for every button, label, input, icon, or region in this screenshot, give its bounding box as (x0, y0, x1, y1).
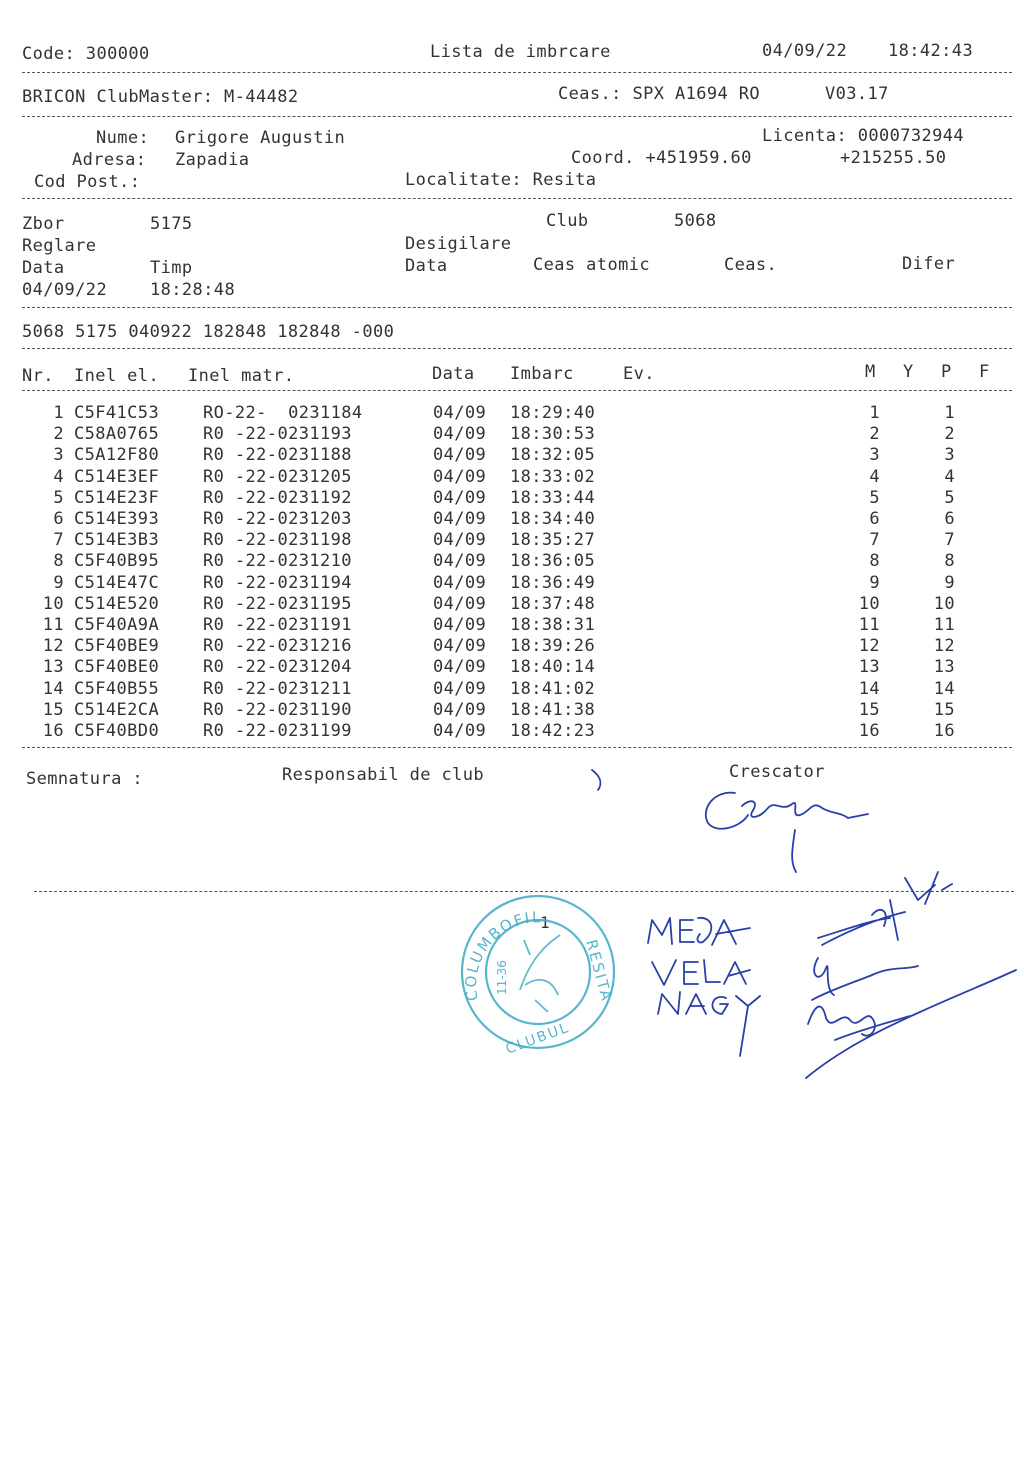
registration-ring: R0 -22-0231205 (203, 466, 352, 487)
timp-label: Timp (150, 258, 193, 278)
page-number: 1 (540, 913, 551, 932)
header-date: 04/09/22 (762, 41, 848, 61)
boarding-date: 04/09 (433, 466, 487, 487)
atomic-clock-label: Ceas atomic (533, 255, 650, 275)
col-m-value: 13 (858, 657, 880, 678)
registration-ring: R0 -22-0231204 (203, 657, 352, 678)
stamp-year: 11-36 (495, 960, 509, 995)
col-p-value: 14 (933, 678, 955, 699)
boarding-time: 18:35:27 (510, 530, 596, 551)
col-header-inel-matr: Inel matr. (188, 366, 295, 386)
col-p-value: 7 (944, 530, 955, 551)
col-header-inel-el: Inel el. (74, 366, 160, 386)
owner-name: Grigore Augustin (175, 128, 346, 148)
registration-ring: R0 -22-0231194 (203, 572, 352, 593)
col-header-m: M (865, 362, 876, 382)
boarding-date: 04/09 (433, 572, 487, 593)
boarding-date: 04/09 (433, 509, 487, 529)
electronic-ring: C514E23F (74, 487, 160, 508)
boarding-time: 18:33:02 (510, 466, 596, 487)
electronic-ring: C58A0765 (74, 424, 160, 445)
coordinate-lat: Coord. +451959.60 (571, 148, 752, 168)
col-m-value: 12 (858, 636, 880, 657)
registration-ring: R0 -22-0231193 (203, 424, 352, 445)
boarding-time: 18:29:40 (510, 403, 596, 423)
registration-ring: R0 -22-0231190 (203, 699, 352, 720)
registration-ring: R0 -22-0231203 (203, 509, 352, 529)
electronic-ring: C514E47C (74, 572, 160, 593)
boarding-date: 04/09 (433, 636, 487, 657)
col-p-value: 5 (944, 487, 955, 508)
row-number: 6 (53, 509, 64, 529)
col-m-value: 10 (858, 593, 880, 614)
reglare-time: 18:28:48 (150, 280, 236, 300)
electronic-ring: C5A12F80 (74, 445, 160, 466)
boarding-date: 04/09 (433, 487, 487, 508)
col-p-value: 12 (933, 636, 955, 657)
col-m-value: 14 (858, 678, 880, 699)
col-m-value: 9 (869, 572, 880, 593)
row-number: 9 (53, 572, 64, 593)
electronic-ring: C5F40BE9 (74, 636, 160, 657)
col-header-f: F (979, 362, 990, 382)
electronic-ring: C5F40BE0 (74, 657, 160, 678)
col-m-value: 11 (858, 615, 880, 635)
col-m-value: 15 (858, 699, 880, 720)
boarding-date: 04/09 (433, 445, 487, 466)
registration-ring: R0 -22-0231216 (203, 636, 352, 657)
boarding-time: 18:34:40 (510, 509, 596, 529)
difference-label: Difer (902, 254, 956, 274)
code: Code: 300000 (22, 44, 150, 64)
col-p-value: 10 (933, 593, 955, 614)
row-number: 7 (53, 530, 64, 551)
header-time: 18:42:43 (888, 41, 974, 61)
col-m-value: 5 (869, 487, 880, 508)
col-m-value: 16 (858, 721, 880, 741)
flight-summary-line: 5068 5175 040922 182848 182848 -000 (22, 322, 395, 342)
breeder-signature-ink (706, 793, 868, 872)
col-p-value: 13 (933, 657, 955, 678)
owner-address: Zapadia (175, 150, 250, 170)
boarding-time: 18:36:49 (510, 572, 596, 593)
electronic-ring: C5F40B95 (74, 551, 160, 572)
col-p-value: 15 (933, 699, 955, 720)
col-header-nr: Nr. (22, 366, 54, 386)
club-number: 5068 (674, 211, 717, 231)
boarding-date: 04/09 (433, 678, 487, 699)
row-number: 15 (42, 699, 64, 720)
boarding-time: 18:32:05 (510, 445, 596, 466)
zbor-label: Zbor (22, 214, 65, 234)
row-number: 14 (42, 678, 64, 699)
boarding-date: 04/09 (433, 551, 487, 572)
boarding-date: 04/09 (433, 657, 487, 678)
col-m-value: 1 (869, 403, 880, 423)
row-number: 4 (53, 466, 64, 487)
data-label: Data (22, 258, 65, 278)
col-header-imbarc: Imbarc (510, 364, 574, 384)
col-p-value: 2 (944, 424, 955, 445)
boarding-time: 18:39:26 (510, 636, 596, 657)
boarding-date: 04/09 (433, 699, 487, 720)
col-p-value: 4 (944, 466, 955, 487)
electronic-ring: C5F41C53 (74, 403, 160, 423)
row-number: 11 (42, 615, 64, 635)
boarding-time: 18:41:38 (510, 699, 596, 720)
col-header-p: P (941, 362, 952, 382)
row-number: 3 (53, 445, 64, 466)
boarding-date: 04/09 (433, 593, 487, 614)
col-m-value: 4 (869, 466, 880, 487)
reglare-date: 04/09/22 (22, 280, 108, 300)
col-header-ev: Ev. (623, 364, 655, 384)
boarding-date: 04/09 (433, 424, 487, 445)
electronic-ring: C514E3EF (74, 466, 160, 487)
firmware-version: V03.17 (825, 84, 889, 104)
col-m-value: 8 (869, 551, 880, 572)
col-p-value: 6 (944, 509, 955, 529)
electronic-ring: C514E520 (74, 593, 160, 614)
registration-ring: R0 -22-0231198 (203, 530, 352, 551)
registration-ring: R0 -22-0231191 (203, 615, 352, 635)
boarding-date: 04/09 (433, 615, 487, 635)
desigilare-label: Desigilare (405, 234, 512, 254)
registration-ring: R0 -22-0231195 (203, 593, 352, 614)
row-number: 13 (42, 657, 64, 678)
clubmaster-id: BRICON ClubMaster: M-44482 (22, 87, 299, 107)
stamp-text-bottom: CLUBUL (503, 1019, 572, 1058)
boarding-time: 18:42:23 (510, 721, 596, 741)
row-number: 10 (42, 593, 64, 614)
data2-label: Data (405, 256, 448, 276)
boarding-date: 04/09 (433, 403, 487, 423)
col-header-data: Data (432, 364, 475, 384)
electronic-ring: C514E393 (74, 509, 160, 529)
col-p-value: 16 (933, 721, 955, 741)
boarding-time: 18:30:53 (510, 424, 596, 445)
licence: Licenta: 0000732944 (762, 126, 965, 146)
col-header-y: Y (903, 362, 914, 382)
electronic-ring: C514E3B3 (74, 530, 160, 551)
row-number: 5 (53, 487, 64, 508)
row-number: 1 (53, 403, 64, 423)
adresa-label: Adresa: (72, 150, 147, 170)
postal-code-label: Cod Post.: (34, 172, 141, 192)
stamp-text-right: RESITA (582, 937, 617, 1005)
col-m-value: 6 (869, 509, 880, 529)
breeder-label: Crescator (729, 762, 825, 782)
boarding-time: 18:33:44 (510, 487, 596, 508)
boarding-time: 18:40:14 (510, 657, 596, 678)
row-number: 12 (42, 636, 64, 657)
col-p-value: 8 (944, 551, 955, 572)
col-m-value: 7 (869, 530, 880, 551)
row-number: 2 (53, 424, 64, 445)
boarding-time: 18:41:02 (510, 678, 596, 699)
col-p-value: 11 (933, 615, 955, 635)
boarding-time: 18:38:31 (510, 615, 596, 635)
coordinate-lon: +215255.50 (840, 148, 947, 168)
signature-label: Semnatura : (26, 769, 143, 789)
row-number: 16 (42, 721, 64, 741)
row-number: 8 (53, 551, 64, 572)
clock-label: Ceas. (724, 255, 778, 275)
col-m-value: 2 (869, 424, 880, 445)
registration-ring: R0 -22-0231192 (203, 487, 352, 508)
col-m-value: 3 (869, 445, 880, 466)
club-label: Club (546, 211, 589, 231)
electronic-ring: C514E2CA (74, 699, 160, 720)
stamp-text-top: COLUMBOFIL (461, 908, 543, 1003)
col-p-value: 9 (944, 572, 955, 593)
boarding-date: 04/09 (433, 530, 487, 551)
registration-ring: R0 -22-0231199 (203, 721, 352, 741)
boarding-time: 18:36:05 (510, 551, 596, 572)
reglare-label: Reglare (22, 236, 97, 256)
flight-number: 5175 (150, 214, 193, 234)
registration-ring: RO-22- 0231184 (203, 403, 363, 423)
boarding-time: 18:37:48 (510, 593, 596, 614)
clock-id: Ceas.: SPX A1694 RO (558, 84, 761, 104)
col-p-value: 1 (944, 403, 955, 423)
electronic-ring: C5F40A9A (74, 615, 160, 635)
registration-ring: R0 -22-0231188 (203, 445, 352, 466)
boarding-date: 04/09 (433, 721, 487, 741)
locality: Localitate: Resita (405, 170, 597, 190)
registration-ring: R0 -22-0231211 (203, 678, 352, 699)
nume-label: Nume: (96, 128, 150, 148)
club-responsible-label: Responsabil de club (282, 765, 485, 785)
registration-ring: R0 -22-0231210 (203, 551, 352, 572)
electronic-ring: C5F40B55 (74, 678, 160, 699)
col-p-value: 3 (944, 445, 955, 466)
document-title: Lista de imbrcare (430, 42, 611, 62)
electronic-ring: C5F40BD0 (74, 721, 160, 741)
